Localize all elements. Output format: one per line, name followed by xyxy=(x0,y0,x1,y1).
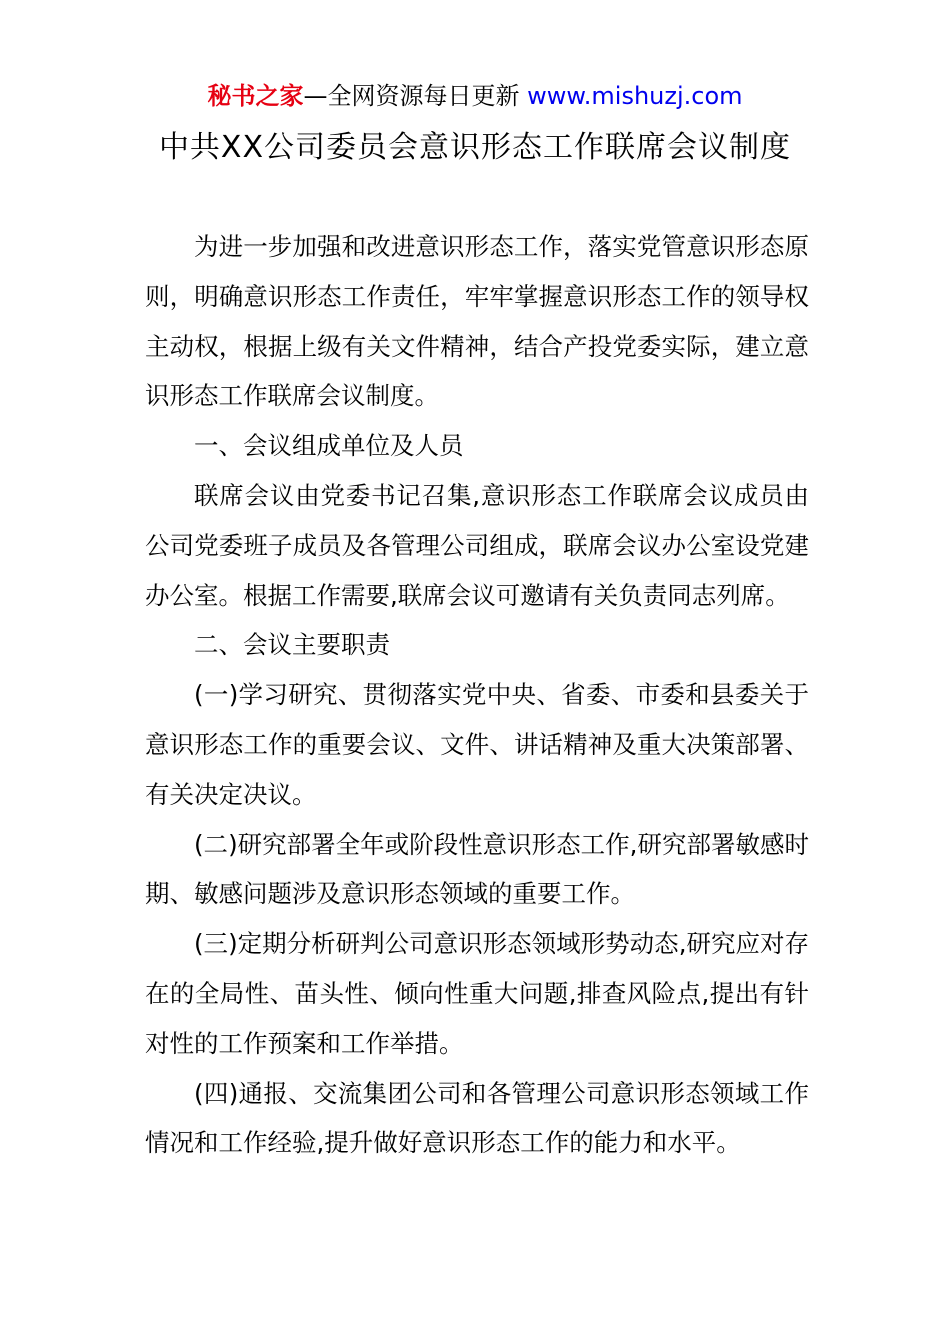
duty-item-1: (一)学习研究、贯彻落实党中央、省委、市委和县委关于意识形态工作的重要会议、文件、讲话精神及重大决策部署、有关决定决议。 xyxy=(145,680,809,809)
paragraph-composition: 联席会议由党委书记召集,意识形态工作联席会议成员由公司党委班子成员及各管理公司组成，联席会议办公室设党建办公室。根据工作需要,联席会议可邀请有关负责同志列席。 xyxy=(145,480,809,610)
duty-item-3: (三)定期分析研判公司意识形态领域形势动态,研究应对存在的全局性、苗头性、倾向性重大问题,排查风险点,提出有针对性的工作预案和工作举措。 xyxy=(145,929,809,1058)
section-heading-2: 二、会议主要职责 xyxy=(194,630,390,660)
duty-item-4: (四)通报、交流集团公司和各管理公司意识形态领域工作情况和工作经验,提升做好意识形态工作的能力和水平。 xyxy=(145,1078,809,1158)
duty-item-2: (二)研究部署全年或阶段性意识形态工作,研究部署敏感时期、敏感问题涉及意识形态领域的重要工作。 xyxy=(145,829,809,909)
section-heading-1: 一、会议组成单位及人员 xyxy=(194,431,464,461)
brand-name: 秘书之家 xyxy=(207,82,304,110)
site-url-link[interactable]: www.mishuzj.com xyxy=(527,82,743,110)
site-tagline: —全网资源每日更新 xyxy=(303,82,520,110)
document-body xyxy=(145,222,809,1168)
document-title: 中共XX公司委员会意识形态工作联席会议制度 xyxy=(158,130,792,165)
site-header xyxy=(0,80,950,112)
paragraph-intro: 为进一步加强和改进意识形态工作，落实党管意识形态原则，明确意识形态工作责任，牢牢掌握意识形态工作的领导权主动权，根据上级有关文件精神，结合产投党委实际，建立意识形态工作联席会议制度。 xyxy=(145,232,809,411)
